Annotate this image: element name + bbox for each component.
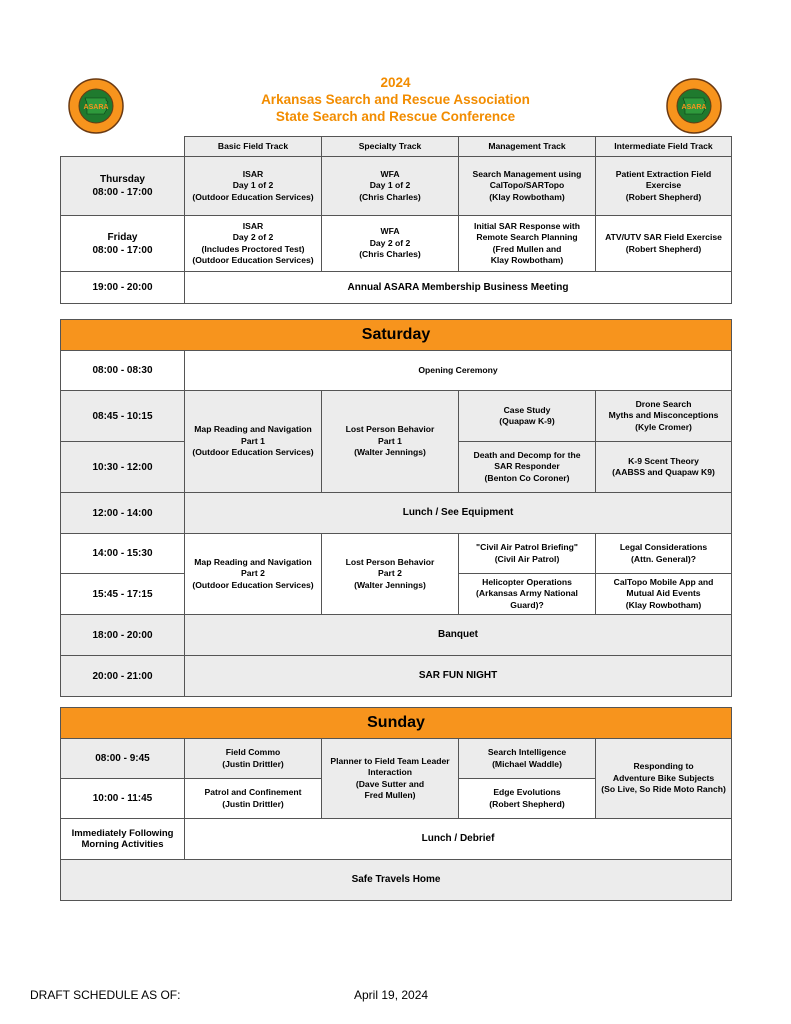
sunday-banner: Sunday — [61, 708, 732, 739]
session-planner-ftl: Planner to Field Team Leader Interaction (Dave Sutter and Fred Mullen) — [322, 739, 459, 819]
asara-logo-left — [68, 78, 124, 134]
session-case-study: Case Study (Quapaw K-9) — [459, 391, 596, 442]
session-cap-briefing: "Civil Air Patrol Briefing" (Civil Air Patrol) — [459, 534, 596, 574]
sat-time-1400: 14:00 - 15:30 — [61, 534, 185, 574]
weekday-schedule-table — [60, 136, 732, 304]
opening-ceremony: Opening Ceremony — [185, 351, 732, 391]
session-caltopo-mobile: CalTopo Mobile App and Mutual Aid Events (Klay Rowbotham) — [596, 574, 732, 615]
track-header-specialty: Specialty Track — [322, 137, 459, 157]
banquet: Banquet — [185, 615, 732, 656]
sat-lunch: Lunch / See Equipment — [185, 493, 732, 534]
session-lost-person-2: Lost Person Behavior Part 2 (Walter Jennings) — [322, 534, 459, 615]
safe-travels: Safe Travels Home — [61, 860, 732, 901]
friday-evening-time: 19:00 - 20:00 — [61, 272, 185, 304]
sat-lunch-time: 12:00 - 14:00 — [61, 493, 185, 534]
sun-lunch-time: Immediately Following Morning Activities — [61, 819, 185, 860]
svg-text:ASARA: ASARA — [83, 104, 109, 111]
session-drone-search: Drone Search Myths and Misconceptions (Kyle Cromer) — [596, 391, 732, 442]
session-adventure-bike: Responding to Adventure Bike Subjects (So Live, So Ride Moto Ranch) — [596, 739, 732, 819]
sat-time-1545: 15:45 - 17:15 — [61, 574, 185, 615]
saturday-schedule-table — [60, 319, 732, 697]
track-header-intermediate: Intermediate Field Track — [596, 137, 732, 157]
track-header-basic: Basic Field Track — [185, 137, 322, 157]
thursday-label: Thursday 08:00 - 17:00 — [61, 157, 185, 216]
session-thu-patient-extraction: Patient Extraction Field Exercise (Robert Shepherd) — [596, 157, 732, 216]
session-field-commo: Field Commo (Justin Drittler) — [185, 739, 322, 779]
session-fri-isar: ISAR Day 2 of 2 (Includes Proctored Test) (Outdoor Education Services) — [185, 216, 322, 272]
svg-text:ASARA: ASARA — [681, 104, 707, 111]
header-year: 2024 — [380, 75, 411, 90]
session-thu-search-mgmt: Search Management using CalTopo/SARTopo (Klay Rowbotham) — [459, 157, 596, 216]
sun-time-0800: 08:00 - 9:45 — [61, 739, 185, 779]
friday-label: Friday 08:00 - 17:00 — [61, 216, 185, 272]
sun-time-1000: 10:00 - 11:45 — [61, 779, 185, 819]
session-k9-scent: K-9 Scent Theory (AABSS and Quapaw K9) — [596, 442, 732, 493]
track-header-management: Management Track — [459, 137, 596, 157]
sat-funnight-time: 20:00 - 21:00 — [61, 656, 185, 697]
sat-time-1030: 10:30 - 12:00 — [61, 442, 185, 493]
draft-label: DRAFT SCHEDULE AS OF: — [30, 988, 181, 1002]
header-org: Arkansas Search and Rescue Association — [261, 92, 530, 107]
session-search-intel: Search Intelligence (Michael Waddle) — [459, 739, 596, 779]
session-legal: Legal Considerations (Attn. General)? — [596, 534, 732, 574]
session-edge-evolutions: Edge Evolutions (Robert Shepherd) — [459, 779, 596, 819]
session-map-reading-1: Map Reading and Navigation Part 1 (Outdoor Education Services) — [185, 391, 322, 493]
sat-opening-time: 08:00 - 08:30 — [61, 351, 185, 391]
session-patrol: Patrol and Confinement (Justin Drittler) — [185, 779, 322, 819]
session-fri-wfa: WFA Day 2 of 2 (Chris Charles) — [322, 216, 459, 272]
sat-banquet-time: 18:00 - 20:00 — [61, 615, 185, 656]
sunday-schedule-table — [60, 707, 732, 901]
header-event: State Search and Rescue Conference — [275, 109, 516, 124]
session-lost-person-1: Lost Person Behavior Part 1 (Walter Jennings) — [322, 391, 459, 493]
session-fri-atv: ATV/UTV SAR Field Exercise (Robert Shepherd) — [596, 216, 732, 272]
session-fri-initial-sar: Initial SAR Response with Remote Search Planning (Fred Mullen and Klay Rowbotham) — [459, 216, 596, 272]
session-thu-wfa: WFA Day 1 of 2 (Chris Charles) — [322, 157, 459, 216]
asara-logo-right — [666, 78, 722, 134]
corner-cell — [61, 137, 185, 157]
sar-fun-night: SAR FUN NIGHT — [185, 656, 732, 697]
session-thu-isar: ISAR Day 1 of 2 (Outdoor Education Services) — [185, 157, 322, 216]
draft-date: April 19, 2024 — [354, 988, 429, 1002]
session-death-decomp: Death and Decomp for the SAR Responder (Benton Co Coroner) — [459, 442, 596, 493]
session-map-reading-2: Map Reading and Navigation Part 2 (Outdoor Education Services) — [185, 534, 322, 615]
saturday-banner: Saturday — [61, 320, 732, 351]
sat-time-0845: 08:45 - 10:15 — [61, 391, 185, 442]
business-meeting: Annual ASARA Membership Business Meeting — [185, 272, 732, 304]
session-helicopter: Helicopter Operations (Arkansas Army National Guard)? — [459, 574, 596, 615]
sun-lunch: Lunch / Debrief — [185, 819, 732, 860]
